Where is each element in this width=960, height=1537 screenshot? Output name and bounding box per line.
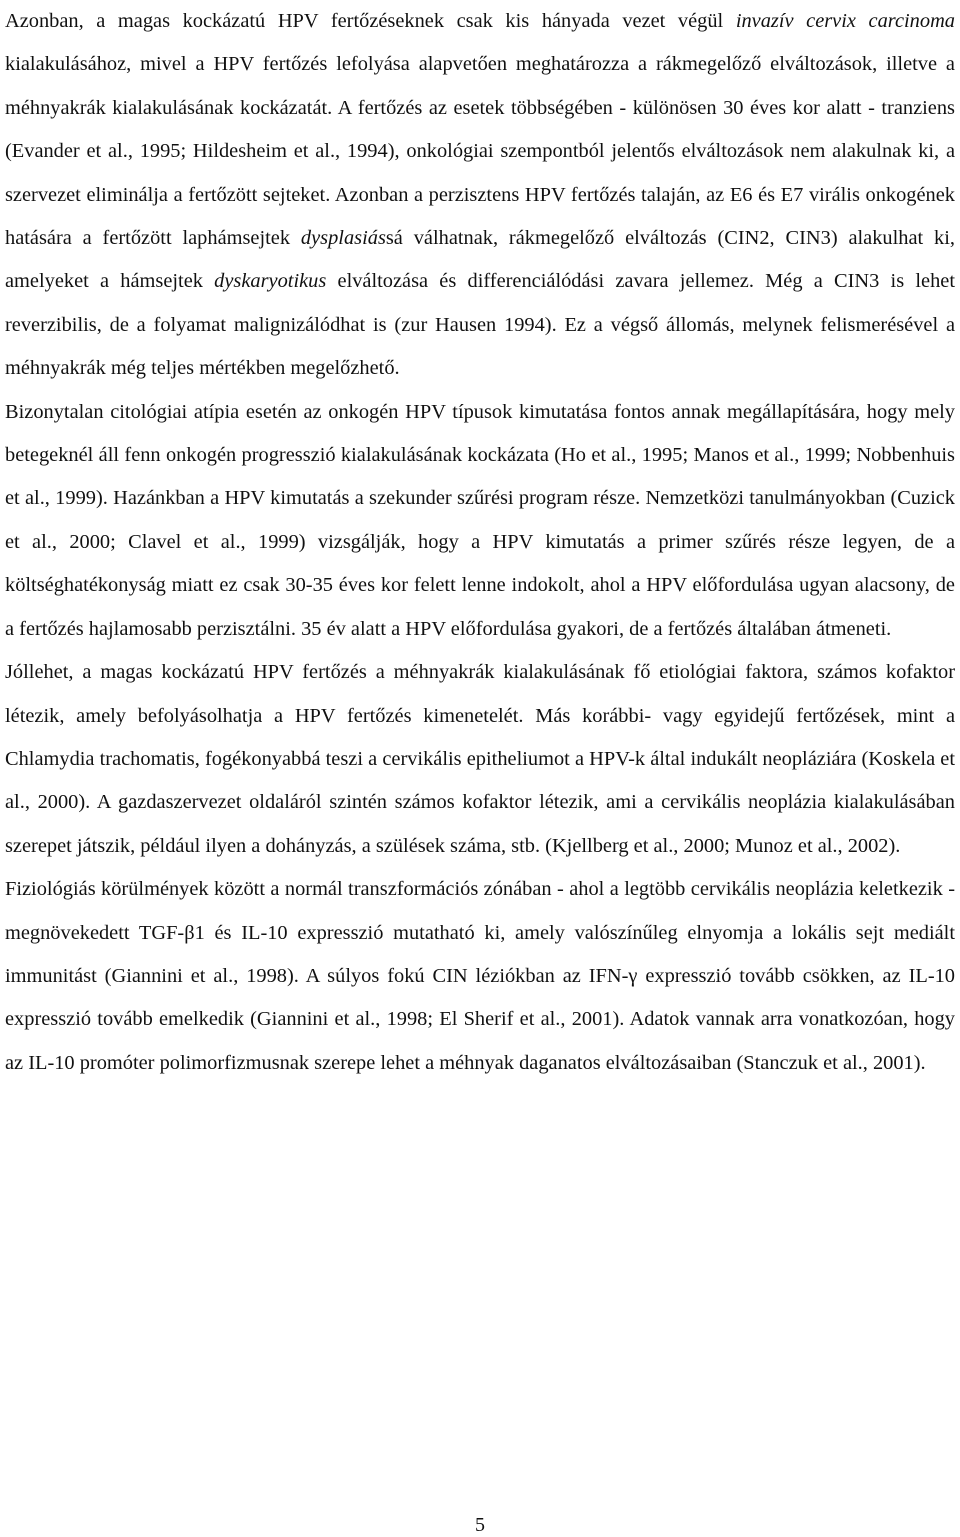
page-number: 5 <box>475 1514 485 1536</box>
p1-seg-4: sá válhatnak, rákmegelőző elváltozás (CIN2, CIN3) alakulhat ki, amelyeket a hámsejtek <box>5 227 956 293</box>
paragraph-3 <box>5 651 955 868</box>
p1-seg-0: Azonban, a magas kockázatú HPV fertőzéseknek csak kis hányada vezet végül <box>5 10 736 32</box>
p4-seg-0: Fiziológiás körülmények között a normál transzformációs zónában - ahol a legtöbb cervikális neoplázia keletkezik - megnövekedett TGF-β1 és IL-10 expresszió mutatható ki, amely valószínűleg elnyomja a lokális sejt mediált immunitást (Giannini et al., 1998). A súlyos fokú CIN léziókban az IFN-γ expresszió tovább csökken, az IL-10 expresszió tovább emelkedik (Giannini et al., 1998; El Sherif et al., 2001). Adatok vannak arra vonatkozóan, hogy az IL-10 promóter polimorfizmusnak szerepe lehet a méhnyak daganatos elváltozásaiban (Stanczuk et al., 2001). <box>5 878 955 1074</box>
paragraph-1 <box>5 0 955 391</box>
p1-seg-6: elváltozása és differenciálódási zavara jellemez. Még a CIN3 is lehet reverzibilis, de a folyamat malignizálódhat is (zur Hausen 1994). Ez a végső állomás, melynek felismerésével a méhnyakrák még teljes mértékben megelőzhető. <box>5 270 955 380</box>
p1-seg-5-italic: dyskaryotikus <box>214 270 327 293</box>
document-page <box>5 0 955 1085</box>
p2-seg-0: Bizonytalan citológiai atípia esetén az onkogén HPV típusok kimutatása fontos annak megállapítására, hogy mely betegeknél áll fenn onkogén progresszió kialakulásának kockázata (Ho et al., 1995; Manos et al., 1999; Nobbenhuis et al., 1999). Hazánkban a HPV kimutatás a szekunder szűrési program része. Nemzetközi tanulmányokban (Cuzick et al., 2000; Clavel et al., 1999) vizsgálják, hogy a HPV kimutatás a primer szűrés része legyen, de a költséghatékonyság miatt ez csak 30-35 éves kor felett lenne indokolt, ahol a HPV előfordulása ugyan alacsony, de a fertőzés hajlamosabb perzisztálni. 35 év alatt a HPV előfordulása gyakori, de a fertőzés általában átmeneti. <box>5 400 955 640</box>
p1-seg-3-italic: dysplasiás <box>300 227 386 250</box>
paragraph-2 <box>5 391 955 651</box>
p1-seg-2: kialakulásához, mivel a HPV fertőzés lefolyása alapvetően meghatározza a rákmegelőző elváltozások, illetve a méhnyakrák kialakulásának kockázatát. A fertőzés az esetek többségében - különösen 30 éves kor alatt - tranziens (Evander et al., 1995; Hildesheim et al., 1994), onkológiai szempontból jelentős elváltozások nem alakulnak ki, a szervezet eliminálja a fertőzött sejteket. Azonban a perzisztens HPV fertőzés talaján, az E6 és E7 virális onkogének hatására a fertőzött laphámsejtek <box>5 53 955 250</box>
p1-seg-1-italic: invazív cervix carcinoma <box>735 10 955 32</box>
paragraph-4 <box>5 868 955 1085</box>
p3-seg-0: Jóllehet, a magas kockázatú HPV fertőzés a méhnyakrák kialakulásának fő etiológiai faktora, számos kofaktor létezik, amely befolyásolhatja a HPV fertőzés kimenetelét. Más korábbi- vagy egyidejű fertőzések, mint a Chlamydia trachomatis, fogékonyabbá teszi a cervikális epitheliumot a HPV-k által indukált neopláziára (Koskela et al., 2000). A gazdaszervezet oldaláról szintén számos kofaktor létezik, ami a cervikális neoplázia kialakulásában szerepet játszik, például ilyen a dohányzás, a szülések száma, stb. (Kjellberg et al., 2000; Munoz et al., 2002). <box>5 661 955 857</box>
